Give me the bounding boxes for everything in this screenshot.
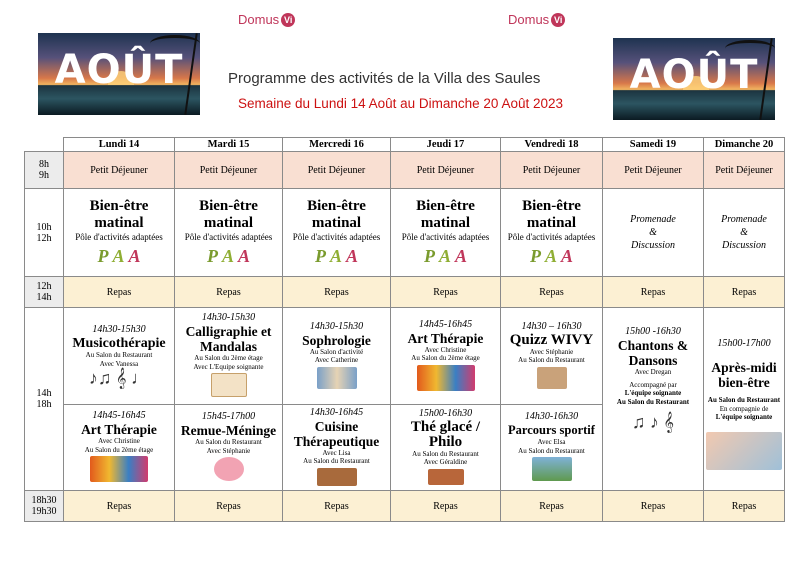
breakfast-cell: Petit Déjeuner [391,152,501,189]
activity-subtitle: Pôle d'activités adaptées [75,232,163,242]
activity-cell-remue-meninge: 15h45-17h00 Remue-Méninge Au Salon du Restaurant Avec Stéphanie [175,405,283,491]
time-label: 12h 14h [25,277,64,308]
day-header-row [25,138,785,152]
pad-logo: P A A [423,246,468,266]
meal-cell: Repas [501,491,603,522]
activity-title: Bien-être matinal [89,198,149,231]
day-header: Mercredi 16 [283,138,391,152]
breakfast-cell: Petit Déjeuner [283,152,391,189]
activity-title: Bien-être matinal [522,198,581,231]
meal-cell: Repas [175,277,283,308]
quiz-image [537,367,567,389]
activity-cell-sophrologie: 14h30-15h30 Sophrologie Au Salon d'activité Avec Catherine [283,308,391,405]
activity-cell-chantons: 15h00 -16h30 Chantons & Dansons Avec Dregan Accompagné par L'équipe soignante Au Salon du Restaurant ♫ ♪ 𝄞 [603,308,704,491]
day-header: Jeudi 17 [391,138,501,152]
activity-cell-calligraphie: 14h30-15h30 Calligraphie et Mandalas Au Salon du 2ème étage Avec L'Equipe soignante [175,308,283,405]
activity-title: Bien-être matinal [199,198,258,231]
domus-logo-left: Domus Vi [238,12,295,27]
time-label: 8h 9h [25,152,64,189]
breakfast-cell: Petit Déjeuner [501,152,603,189]
cooking-image [317,468,357,486]
lunch-row [25,277,785,308]
activity-cell-quizz: 14h30 – 16h30 Quizz WIVY Avec Stéphanie Au Salon du Restaurant [501,308,603,405]
week-subtitle: Semaine du Lundi 14 Août au Dimanche 20 Août 2023 [238,96,563,111]
activity-subtitle: Pôle d'activités adaptées [507,232,596,242]
domus-logo-right: Domus Vi [508,12,565,27]
activity-cell-musicotherapie: 14h30-15h30 Musicothérapie Au Salon du Restaurant Avec Vanessa ♪♫ 𝄞 ♩ [64,308,175,405]
pad-logo: P A A [97,246,141,266]
meal-cell: Repas [391,277,501,308]
pad-logo: P A A [529,246,574,266]
august-banner-left [38,33,200,115]
breakfast-cell: Petit Déjeuner [64,152,175,189]
day-header: Vendredi 18 [501,138,603,152]
activity-cell-the-glace: 15h00-16h30 Thé glacé / Philo Au Salon du Restaurant Avec Géraldine [391,405,501,491]
domus-mark-icon: Vi [551,13,565,27]
meal-cell: Repas [64,277,175,308]
morning-row [25,189,785,277]
morning-activity-cell [391,189,501,277]
banner-title: AOÛT [629,52,759,98]
promenade-cell: Promenade & Discussion [603,189,704,277]
activity-cell-art-therapie: 14h45-16h45 Art Thérapie Avec Christine Au Salon du 2ème étage [64,405,175,491]
august-banner-right [613,38,775,120]
activity-cell-apres-midi: 15h00-17h00 Après-midi bien-être Au Salon du Restaurant En compagnie de L'équipe soignante [704,308,785,491]
wellbeing-image [706,432,782,470]
dinner-row [25,491,785,522]
music-notes-icon: ♫ ♪ 𝄞 [631,412,675,432]
promenade-cell: Promenade & Discussion [704,189,785,277]
time-label: 10h 12h [25,189,64,277]
music-notes-icon: ♪♫ 𝄞 ♩ [88,368,150,388]
meal-cell: Repas [704,277,785,308]
breakfast-cell: Petit Déjeuner [704,152,785,189]
meal-cell: Repas [283,491,391,522]
weekly-schedule-table [24,137,785,522]
breakfast-cell: Petit Déjeuner [603,152,704,189]
meal-cell: Repas [64,491,175,522]
time-label: 14h 18h [25,308,64,491]
activity-cell-parcours-sportif: 14h30-16h30 Parcours sportif Avec Elsa Au Salon du Restaurant [501,405,603,491]
activity-cell-cuisine: 14h30-16h45 Cuisine Thérapeutique Avec Lisa Au Salon du Restaurant [283,405,391,491]
day-header: Mardi 15 [175,138,283,152]
meal-cell: Repas [603,491,704,522]
time-label: 18h30 19h30 [25,491,64,522]
sophrology-image [317,367,357,389]
pad-logo: P A A [314,246,359,266]
meal-cell: Repas [175,491,283,522]
breakfast-cell: Petit Déjeuner [175,152,283,189]
day-header: Dimanche 20 [704,138,785,152]
activity-title: Bien-être matinal [416,198,475,231]
activity-subtitle: Pôle d'activités adaptées [401,232,490,242]
domus-mark-icon: Vi [281,13,295,27]
meal-cell: Repas [603,277,704,308]
meal-cell: Repas [283,277,391,308]
sports-image [532,457,572,481]
brain-icon [214,457,244,481]
activity-subtitle: Pôle d'activités adaptées [184,232,273,242]
banner-title: AOÛT [54,47,184,93]
activity-title: Bien-être matinal [307,198,366,231]
art-therapy-image [90,456,148,482]
activity-subtitle: Pôle d'activités adaptées [292,232,381,242]
morning-activity-cell [64,189,175,277]
pad-logo: P A A [206,246,251,266]
page-title: Programme des activités de la Villa des Saules [228,70,541,87]
calligraphy-image [211,373,247,397]
morning-activity-cell [501,189,603,277]
iced-tea-image [428,469,464,485]
afternoon-row-a [25,308,785,405]
activity-cell-art-therapie: 14h45-16h45 Art Thérapie Avec Christine Au Salon du 2ème étage [391,308,501,405]
morning-activity-cell [283,189,391,277]
meal-cell: Repas [391,491,501,522]
art-therapy-image [417,365,475,391]
morning-activity-cell [175,189,283,277]
day-header: Lundi 14 [64,138,175,152]
meal-cell: Repas [501,277,603,308]
meal-cell: Repas [704,491,785,522]
day-header: Samedi 19 [603,138,704,152]
breakfast-row [25,152,785,189]
